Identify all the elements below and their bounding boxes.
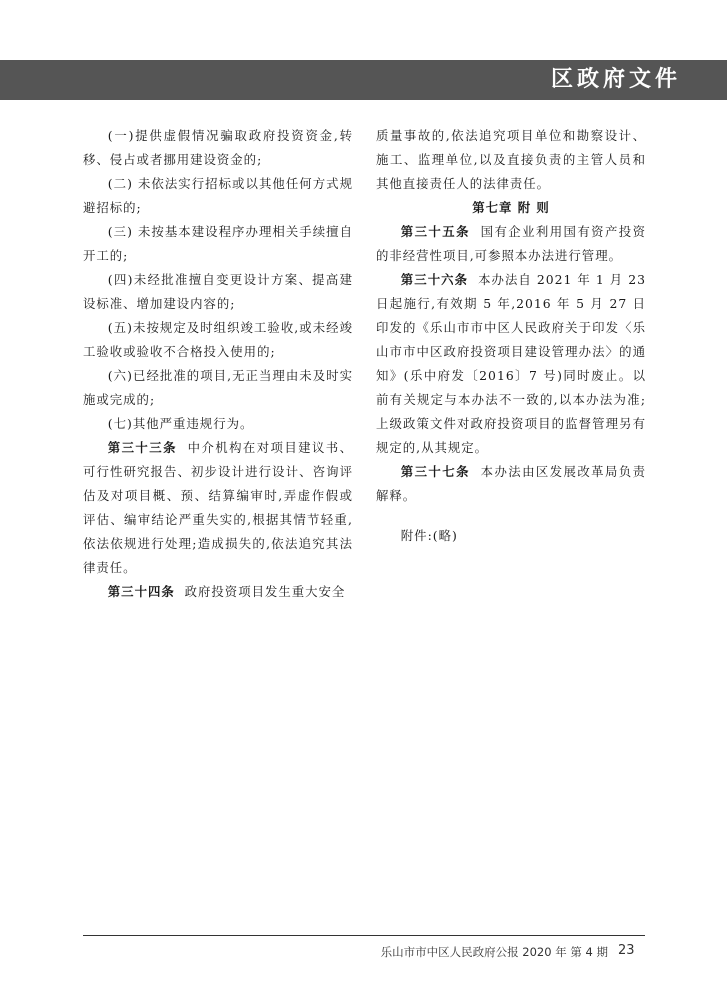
footer-publication: 乐山市市中区人民政府公报 2020 年 第 4 期: [380, 945, 608, 959]
article-33: [83, 436, 353, 580]
chapter-heading: 第七章 附 则: [472, 200, 550, 215]
list-item: (六)已经批准的项目,无正当理由未及时实施或完成的;: [83, 368, 353, 407]
article-37-label: 第三十七条: [400, 464, 470, 479]
list-item: (一)提供虚假情况骗取政府投资资金,转移、侵占或者挪用建设资金的;: [83, 128, 353, 167]
article-36-text: 本办法自 2021 年 1 月 23 日起施行,有效期 5 年,2016 年 5 月 27 日印发的《乐山市市中区人民政府关于印发〈乐山市市中区政府投资项目建设管理办法〉的通知》(乐中府发〔2016〕7 号)同时废止。以前有关规定与本办法不一致的,以本办法为准;上级政策文件对政府投资项目的监督管理另有规定的,从其规定。: [376, 272, 646, 455]
attachment-note: 附件:(略): [400, 528, 458, 543]
article-35: [376, 220, 646, 268]
header-banner: [0, 60, 727, 100]
article-36-label: 第三十六条: [400, 272, 469, 287]
page-number: 23: [618, 943, 635, 958]
list-item: (五)未按规定及时组织竣工验收,或未经竣工验收或验收不合格投入使用的;: [83, 320, 353, 359]
list-item: (四)未经批准擅自变更设计方案、提高建设标准、增加建设内容的;: [83, 272, 353, 311]
footer-divider: [83, 935, 645, 936]
section-title: 区政府文件: [550, 67, 681, 92]
list-item: (三) 未按基本建设程序办理相关手续擅自开工的;: [83, 224, 353, 263]
article-37: [376, 460, 646, 508]
article-35-text: 国有企业利用国有资产投资的非经营性项目,可参照本办法进行管理。: [376, 224, 647, 263]
right-column: [376, 124, 646, 548]
article-37-text: 本办法由区发展改革局负责解释。: [376, 464, 647, 503]
article-33-text: 中介机构在对项目建议书、可行性研究报告、初步设计进行设计、咨询评估及对项目概、预、结算编审时,弄虚作假或评估、编审结论严重失实的,根据其情节轻重,依法依规进行处理;造成损失的,依法追究其法律责任。: [83, 440, 354, 575]
article-35-label: 第三十五条: [400, 224, 470, 239]
article-33-label: 第三十三条: [107, 440, 177, 455]
article-36: [376, 268, 646, 460]
list-item: (二) 未依法实行招标或以其他任何方式规避招标的;: [83, 176, 353, 215]
article-34-text: 政府投资项目发生重大安全: [184, 584, 346, 599]
article-34-label: 第三十四条: [107, 584, 175, 599]
article-34: [83, 580, 353, 604]
article-34-continuation: 质量事故的,依法追究项目单位和勘察设计、施工、监理单位,以及直接负责的主管人员和其他直接责任人的法律责任。: [376, 128, 646, 191]
left-column: [83, 124, 353, 604]
list-item: (七)其他严重违规行为。: [107, 416, 254, 431]
